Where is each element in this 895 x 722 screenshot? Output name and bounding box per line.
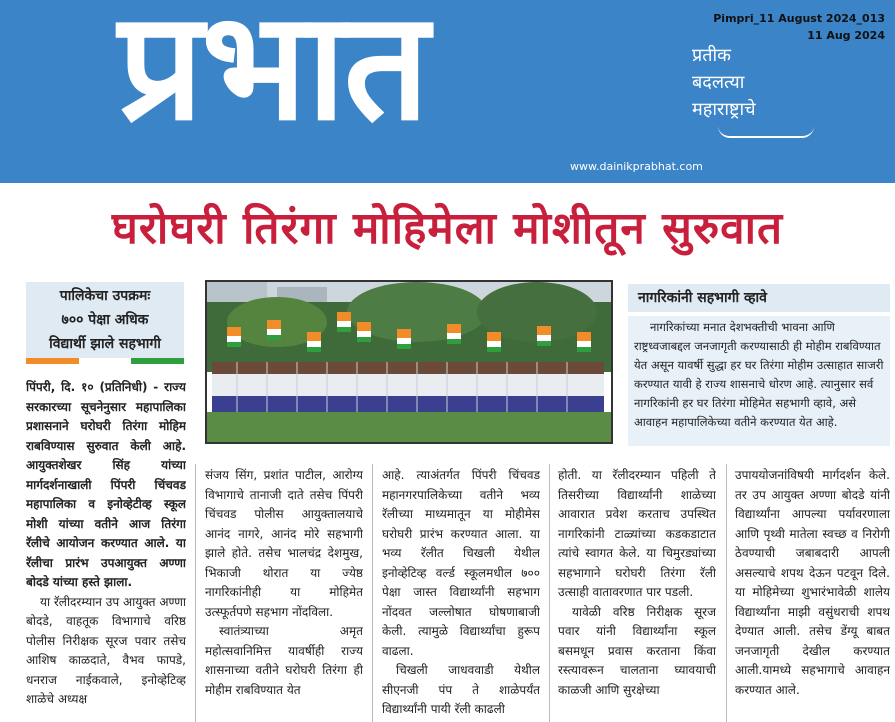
edition-info [713,10,885,44]
subhead-box [26,282,184,362]
column-divider [195,464,196,722]
tagline-line: महाराष्ट्राचे [692,99,756,120]
subhead-line: पालिकेचा उपक्रमः [59,288,151,304]
article-paragraph: उपाययोजनांविषयी मार्गदर्शन केले. तर उप आयुक्त अण्णा बोदडे यांनी विद्यार्थ्यांना आपल्या पर्यावरणाला आणि पृथ्वी मातेला स्वच्छ व निरोगी ठेवण्याची जबाबदारी आपली असल्याचे शपथ देऊन पटवून दिले. या मोहिमेच्या शुभारंभावेळी शालेय विद्यार्थ्यांना माझी वसुंधराची शपथ देण्यात आली. तसेच डेंग्यू बाबत जनजागृती देखील करण्यात आली.यामध्ये सहभागाचे आवाहन करण्यात आले. [735,468,890,697]
masthead [0,0,895,183]
newspaper-logo: प्रभात [118,0,428,154]
white-stripe [79,358,132,364]
article-paragraph: आहे. त्याअंतर्गत पिंपरी चिंचवड महानगरपालिकेच्या वतीने भव्य रॅलीच्या माध्यमातून या मोहीमेस घरोघरी प्रारंभ करण्यात आला. या भव्य रॅलीत चिखली येथील इनोव्हेटिव्ह वर्ल्ड स्कूलमधील ७०० पेक्षा जास्त विद्यार्थ्यांनी सहभाग नोंदवत जल्लोषात घोषणाबाजी केली. त्यामुळे विद्यार्थ्यांचा हुरूप वाढला. [382,468,540,658]
subhead-line: विद्यार्थी झाले सहभागी [49,336,161,352]
article-column-4 [558,466,716,722]
tagline-line: बदलत्या [692,72,745,93]
article-paragraph: यावेळी वरिष्ठ निरीक्षक सूरज पवार यांनी विद्यार्थ्यांना स्कूल बसमधून प्रवास करताना किंवा रस्त्यावरून चालताना घ्यावयाची काळजी आणि सुरक्षेच्या [558,604,716,697]
article-paragraph: स्वातंत्र्याच्या अमृत महोत्सवानिमित्त यावर्षीही राज्य शासनाच्या वतीने घरोघरी तिरंगा ही मोहीम राबविण्यात येत [205,624,363,697]
green-stripe [131,358,184,364]
tagline-line: प्रतीक [692,45,731,66]
column-divider [726,464,727,722]
rally-photo-illustration [207,282,611,442]
article-column-1 [26,378,186,722]
article-paragraph: होती. या रॅलीदरम्यान पहिली ते तिसरीच्या विद्यार्थ्यांनी शाळेच्या आवारात प्रवेश करताच उपस्थित नागरिकांनी टाळ्यांच्या कडकडाटात त्यांचे स्वागत केले. या चिमुरड्यांच्या सहभागाने घरोघरी तिरंगा रॅली उत्साही वातावरणात पार पडली. [558,468,716,599]
tagline-smile-swoosh [718,126,814,138]
column-divider [372,464,373,722]
subhead-line: ७०० पेक्षा अधिक [61,312,149,328]
tricolor-bar [26,358,184,364]
article-paragraph: संजय सिंग, प्रशांत पाटील, आरोग्य विभागाचे तानाजी दाते तसेच पिंपरी चिंचवड पोलीस आयुक्तालयाचे आनंद नागरे, आनंद मोरे सहभागी झाले होते. तसेच भालचंद्र देशमुख, भिकाजी थोरात या ज्येष्ठ नागरिकांनीही या मोहिमेत उत्स्फूर्तपणे सहभाग नोंदविला. [205,468,363,619]
sidebar-title: नागरिकांनी सहभागी व्हावे [628,284,890,312]
saffron-stripe [26,358,79,364]
tagline [692,42,756,123]
website-url: www.dainikprabhat.com [570,160,703,173]
article-paragraph: या रॅलीदरम्यान उप आयुक्त अण्णा बोदडे, वाहतूक विभागाचे वरिष्ठ पोलीस निरीक्षक सूरज पवार तसेच आशिष काळदाते, वैभव फापडे, धनराज नाईकवाले, इनोव्हेटिव्ह शाळेचे अध्यक्ष [26,594,186,706]
article-paragraph: चिखली जाधववाडी येथील सीएनजी पंप ते शाळेपर्यंत विद्यार्थ्यांनी पायी रॅली काढली [382,663,540,716]
rally-photo [205,280,613,444]
sidebar-body: नागरिकांच्या मनात देशभक्तीची भावना आणि राष्ट्रध्वजाबद्दल जनजागृती करण्यासाठी ही मोहीम राबविण्यात येत असून यावर्षी सुद्धा हर घर तिरंगा मोहीम उत्साहात साजरी करण्यात यावी हे राज्य शासनाचे धोरण आहे. त्यानुसार सर्व नागरिकांनी हर घर तिरंगा मोहिमेत सहभागी व्हावे, असे आवाहन महापालिकेच्या वतीने करण्यात येत आहे. [628,316,890,446]
edition-label: Pimpri_11 August 2024_013 [713,12,885,25]
article-headline: घरोघरी तिरंगा मोहिमेला मोशीतून सुरुवात [111,203,784,254]
article-paragraph: पिंपरी, दि. १० (प्रतिनिधी) - राज्य सरकारच्या सूचनेनुसार महापालिका प्रशासनाने घरोघरी तिरंगा मोहिम राबविण्यास सुरुवात केली आहे. आयुक्तशेखर सिंह यांच्या मार्गदर्शनाखाली पिंपरी चिंचवड महापालिका व इनोव्हेटीव्ह स्कूल मोशी यांच्या वतीने आज तिरंगा रॅलीचे आयोजन करण्यात आले. या रॅलीचा प्रारंभ उपआयुक्त अण्णा बोदडे यांच्या हस्ते झाला. [26,380,186,589]
article-column-2 [205,466,363,722]
article-column-3 [382,466,540,722]
edition-date: 11 Aug 2024 [807,29,885,42]
column-divider [549,464,550,722]
article-column-5 [735,466,890,722]
